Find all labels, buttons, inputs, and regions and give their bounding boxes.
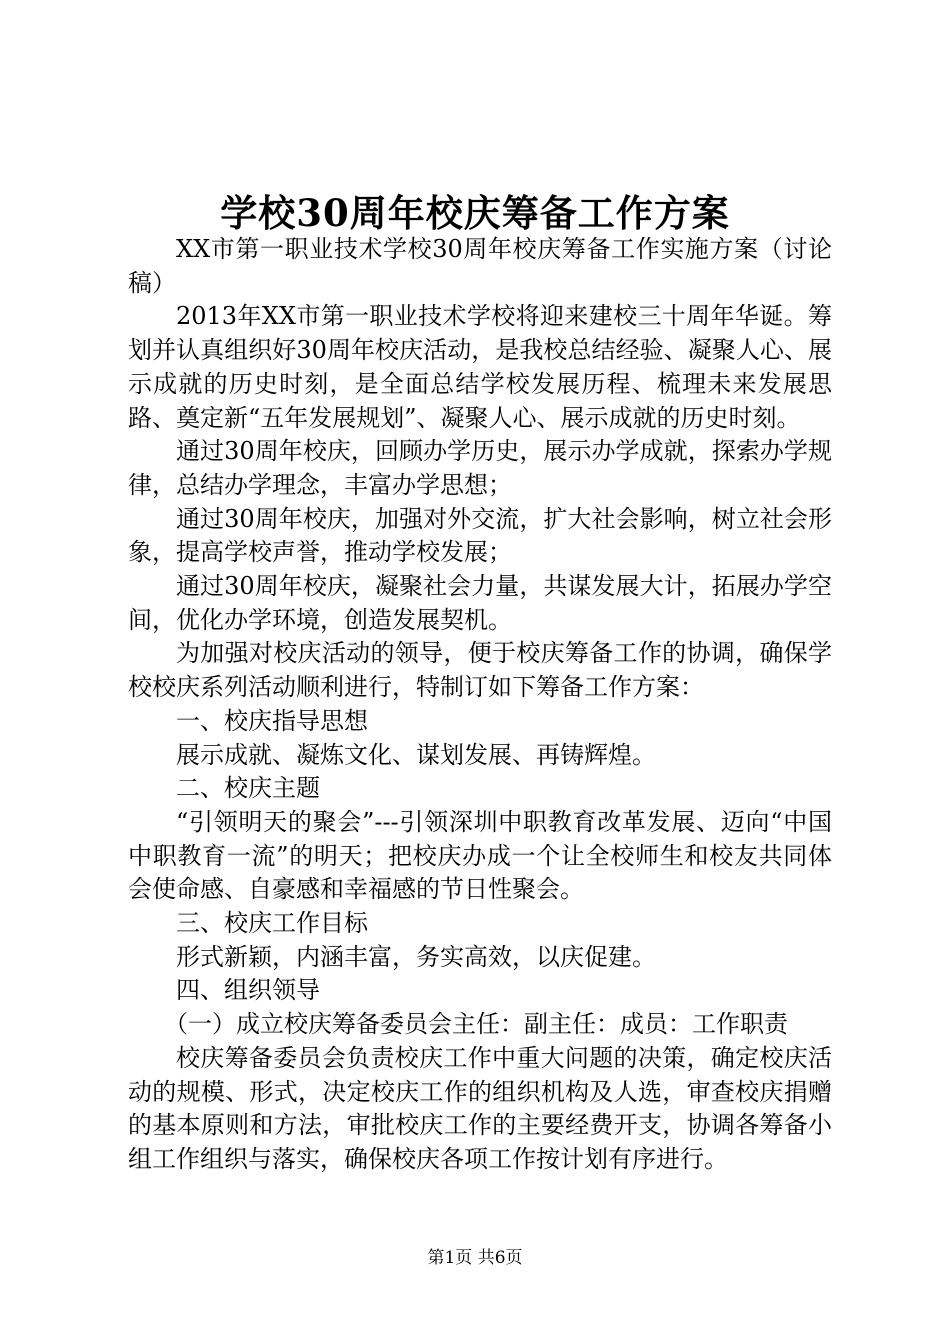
plan-intro-paragraph: 为加强对校庆活动的领导，便于校庆筹备工作的协调，确保学校校庆系列活动顺利进行，特制订如下筹备工作方案： <box>128 639 832 702</box>
subsection-body-1: 校庆筹备委员会负责校庆工作中重大问题的决策，确定校庆活动的规模、形式，决定校庆工作的组织机构及人选，审查校庆捐赠的基本原则和方法，审批校庆工作的主要经费开支，协调各筹备小组工作组织与落实，确保校庆各项工作按计划有序进行。 <box>128 1043 832 1173</box>
document-title: 学校30周年校庆筹备工作方案 <box>220 191 730 235</box>
section-heading-3: 三、校庆工作目标 <box>176 909 368 938</box>
section-body-1: 展示成就、凝炼文化、谋划发展、再铸辉煌。 <box>176 740 656 769</box>
subtitle-paragraph: XX市第一职业技术学校30周年校庆筹备工作实施方案（讨论稿） <box>128 235 832 297</box>
intro-paragraph: 2013年XX市第一职业技术学校将迎来建校三十周年华诞。筹划并认真组织好30周年校庆活动，是我校总结经验、凝聚人心、展示成就的历史时刻，是全面总结学校发展历程、梳理未来发展思路、奠定新“五年发展规划”、凝聚人心、展示成就的历史时刻。 <box>128 302 832 432</box>
section-body-3: 形式新颖，内涵丰富，务实高效，以庆促建。 <box>176 942 656 971</box>
document-body <box>128 233 832 1177</box>
section-heading-2: 二、校庆主题 <box>176 774 320 803</box>
section-body-2: “引领明天的聚会”---引领深圳中职教育改革发展、迈向“中国中职教育一流”的明天；把校庆办成一个让全校师生和校友共同体会使命感、自豪感和幸福感的节日性聚会。 <box>128 807 832 904</box>
purpose-paragraph-2: 通过30周年校庆，加强对外交流，扩大社会影响，树立社会形象，提高学校声誉，推动学校发展； <box>128 504 832 567</box>
page-footer: 第1页 共6页 <box>427 1248 523 1268</box>
purpose-paragraph-3: 通过30周年校庆，凝聚社会力量，共谋发展大计，拓展办学空间，优化办学环境，创造发展契机。 <box>128 572 832 634</box>
section-heading-1: 一、校庆指导思想 <box>176 706 368 735</box>
subsection-heading-1: （一）成立校庆筹备委员会主任：副主任：成员：工作职责 <box>164 1010 788 1039</box>
purpose-paragraph-1: 通过30周年校庆，回顾办学历史，展示办学成就，探索办学规律，总结办学理念，丰富办学思想； <box>128 437 832 499</box>
section-heading-4: 四、组织领导 <box>176 976 320 1005</box>
